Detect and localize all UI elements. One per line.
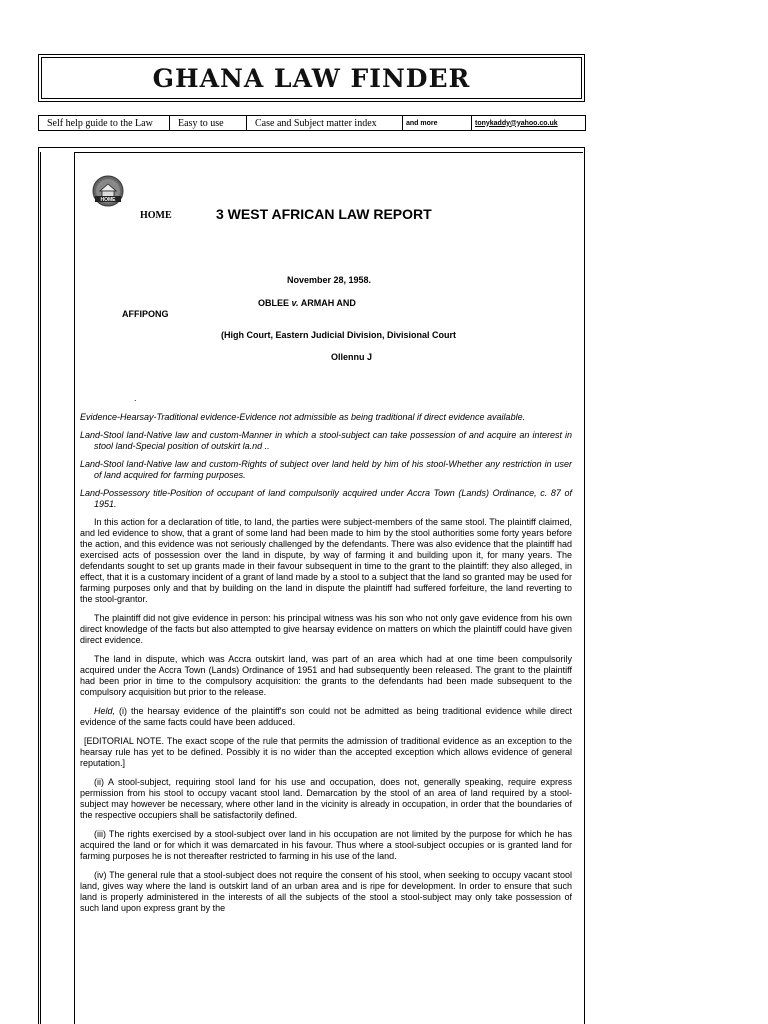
held-label: Held, bbox=[94, 706, 116, 716]
stray-dot: . bbox=[134, 393, 137, 403]
party-defendant: ARMAH AND bbox=[298, 298, 356, 308]
site-title: GHANA LAW FINDER bbox=[152, 63, 471, 93]
paragraph-held bbox=[80, 706, 572, 728]
held-text: (i) the hearsay evidence of the plaintiff's son could not be admitted as being traditional evidence while direct evidence of the same facts could have been adduced. bbox=[80, 706, 572, 727]
paragraph-facts: In this action for a declaration of title, to land, the parties were subject-members of the same stool. The plaintiff claimed, and led evidence to show, that a grant of some land had been made to him by the stool authorities some forty years before the action, and this evidence was not seriously challenged by the defendants. There was also evidence that the plaintiff had exercised acts of possession over the land in dispute, by way of farming it and building upon it, for many years. The defendants sought to set up grants made in their favour subsequent in time to the grant to the plaintiff: they also alleged, in effect, that it is a customary incident of a grant of land made by a stool to a subject that the land so granted may be used for farming purposes only and that by building on the land in dispute the plaintiff had suffered forfeiture, the land reverting to the stool-grantor. bbox=[80, 517, 572, 604]
nav-item-index[interactable]: Case and Subject matter index bbox=[247, 116, 403, 130]
left-column bbox=[40, 152, 73, 1024]
nav-item-easy-to-use[interactable]: Easy to use bbox=[170, 116, 247, 130]
report-title: 3 WEST AFRICAN LAW REPORT bbox=[216, 206, 432, 222]
home-link[interactable]: HOME bbox=[140, 210, 172, 221]
paragraph-holding-iii: (iii) The rights exercised by a stool-subject over land in his occupation are not limited by the purpose for which he has acquired the land or for which it was demarcated in his favour. Thus where a stool-subject occupies or is granted land for farming purposes he is not thereafter restricted to farming in his use of the land. bbox=[80, 829, 572, 861]
nav-bar bbox=[38, 115, 586, 131]
site-banner bbox=[38, 54, 585, 102]
home-icon[interactable] bbox=[91, 175, 125, 207]
catchword: Land-Possessory title-Position of occupant of land compulsorily acquired under Accra Town (Lands) Ordinance, c. 87 of 1951. bbox=[80, 488, 572, 509]
catchword: Evidence-Hearsay-Traditional evidence-Evidence not admissible as being traditional if direct evidence available. bbox=[80, 412, 526, 422]
svg-text:HOME: HOME bbox=[100, 197, 116, 203]
party-plaintiff: OBLEE bbox=[258, 298, 292, 308]
judge-name: Ollennu J bbox=[331, 352, 373, 362]
paragraph-holding-iv: (iv) The general rule that a stool-subject does not require the consent of his stool, when seeking to occupy vacant stool land, gives way where the land is outskirt land of an urban area and is ripe for development. In order to ensure that such land is properly administered in the interests of all the subjects of the stool a stool-subject may only take possession of such land upon express grant by the bbox=[80, 870, 572, 913]
case-parties-continued: AFFIPONG bbox=[122, 309, 169, 319]
paragraph-land: The land in dispute, which was Accra outskirt land, was part of an area which had at one time been compulsorily acquired under the Accra Town (Lands) Ordinance of 1951 and had subsequently been released. The grant to the plaintiff had been prior in time to the compulsory acquisition: the grants to the defendants had been made subsequent to the compulsory acquisition but prior to the release. bbox=[80, 654, 572, 697]
report-body bbox=[80, 412, 572, 922]
catchword: Land-Stool land-Native law and custom-Manner in which a stool-subject can take possession of and acquire an interest in stool land-Special position of outskirt la.nd .. bbox=[80, 430, 572, 451]
site-banner-inner bbox=[41, 57, 582, 99]
nav-item-email-link[interactable]: tonykaddy@yahoo.co.uk bbox=[475, 119, 558, 127]
case-parties bbox=[258, 298, 356, 308]
versus: v. bbox=[291, 298, 299, 308]
paragraph-evidence: The plaintiff did not give evidence in person: his principal witness was his son who not only gave evidence from his own direct knowledge of the facts but also attempted to give hearsay evidence on matters on which the plaintiff could have given direct evidence. bbox=[80, 613, 572, 645]
court-name: (High Court, Eastern Judicial Division, Divisional Court bbox=[221, 330, 457, 340]
paragraph-holding-ii: (ii) A stool-subject, requiring stool land for his use and occupation, does not, generally speaking, require express permission from his stool to occupy vacant stool land. Demarcation by the stool of an area of land required by a stool-subject may however be necessary, where other land in the vicinity is already in occupation, in order that the boundaries of the respective occupiers shall be satisfactorily defined. bbox=[80, 777, 572, 820]
case-date: November 28, 1958. bbox=[287, 275, 372, 285]
editorial-note: [EDITORIAL NOTE. The exact scope of the rule that permits the admission of traditional evidence as an exception to the hearsay rule has yet to be defined. Possibly it is no wider than the accepted exception which allows evidence of general reputation.] bbox=[80, 736, 572, 768]
nav-item-and-more[interactable]: and more bbox=[403, 116, 472, 130]
catchword: Land-Stool land-Native law and custom-Rights of subject over land held by him of his stool-Whether any restriction in user of land acquired for farming purposes. bbox=[80, 459, 572, 480]
nav-item-self-help[interactable]: Self help guide to the Law bbox=[39, 116, 170, 130]
